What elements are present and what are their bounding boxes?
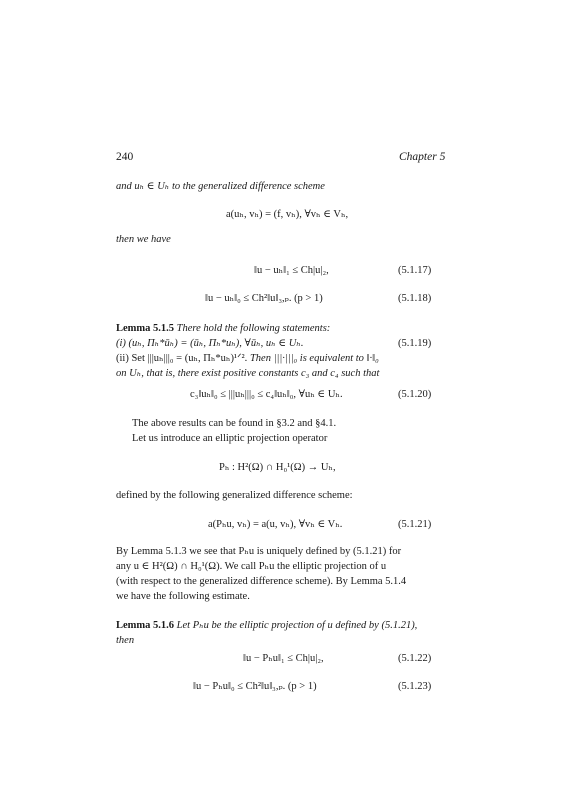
paragraph-line: The above results can be found in §3.2 and §4.1. — [132, 418, 337, 429]
lemma-text: There hold the following statements: — [176, 323, 331, 334]
text-line: then — [116, 635, 135, 646]
lemma-516 — [116, 619, 417, 632]
lemma-515 — [116, 322, 330, 335]
lemma-text: Let Pₕu be the elliptic projection of u defined by (5.1.21), — [176, 620, 418, 631]
paragraph-line: any u ∈ H²(Ω) ∩ H₀¹(Ω). We call Pₕu the elliptic projection of u — [116, 561, 387, 572]
equation: ‖u − uₕ‖₁ ≤ Ch|u|₂, — [254, 265, 329, 276]
paragraph-line: we have the following estimate. — [116, 591, 250, 602]
equation: ‖u − Pₕu‖₀ ≤ Ch²‖u‖₃,ₚ. (p > 1) — [193, 681, 317, 692]
text-line: on Uₕ, that is, there exist positive constants c₃ and c₄ such that — [116, 368, 380, 379]
paragraph-line: defined by the following generalized difference scheme: — [116, 490, 353, 501]
paragraph-line: By Lemma 5.1.3 we see that Pₕu is uniquely defined by (5.1.21) for — [116, 546, 402, 557]
statement-ii-b: Then |||·|||₀ is equivalent to ‖·‖₀ — [249, 353, 379, 364]
text-line: and uₕ ∈ Uₕ to the generalized difference scheme — [116, 181, 325, 192]
equation: a(Pₕu, vₕ) = a(u, vₕ), ∀vₕ ∈ Vₕ. — [208, 519, 343, 530]
equation-number: (5.1.17) — [398, 265, 432, 276]
equation: Pₕ : H²(Ω) ∩ H₀¹(Ω) → Uₕ, — [219, 462, 336, 473]
equation: ‖u − uₕ‖₀ ≤ Ch²‖u‖₃,ₚ. (p > 1) — [205, 293, 323, 304]
equation-number: (5.1.22) — [398, 653, 432, 664]
paragraph-line: Let us introduce an elliptic projection operator — [132, 433, 328, 444]
page-number: 240 — [116, 151, 134, 163]
statement-i: (i) (uₕ, Πₕ*ūₕ) = (ūₕ, Πₕ*uₕ), ∀ūₕ, uₕ ∈ Uₕ. — [116, 338, 304, 349]
paragraph-line: (with respect to the generalized difference scheme). By Lemma 5.1.4 — [116, 576, 407, 587]
equation-number: (5.1.23) — [398, 681, 432, 692]
equation-number: (5.1.18) — [398, 293, 432, 304]
statement-ii — [116, 352, 379, 365]
equation-number: (5.1.19) — [398, 338, 432, 349]
equation-number: (5.1.20) — [398, 389, 432, 400]
text-line: then we have — [116, 234, 171, 245]
equation: ‖u − Pₕu‖₁ ≤ Ch|u|₂, — [243, 653, 324, 664]
equation: a(uₕ, vₕ) = (f, vₕ), ∀vₕ ∈ Vₕ, — [226, 209, 349, 220]
equation: c₃‖uₕ‖₀ ≤ |||uₕ|||₀ ≤ c₄‖uₕ‖₀, ∀uₕ ∈ Uₕ. — [190, 389, 343, 400]
equation-number: (5.1.21) — [398, 519, 432, 530]
lemma-title: Lemma 5.1.5 — [116, 323, 175, 334]
lemma-title: Lemma 5.1.6 — [116, 620, 175, 631]
statement-ii-a: (ii) Set |||uₕ|||₀ = (uₕ, Πₕ*uₕ)¹ᐟ². — [116, 353, 248, 364]
chapter-title: Chapter 5 — [399, 151, 446, 163]
